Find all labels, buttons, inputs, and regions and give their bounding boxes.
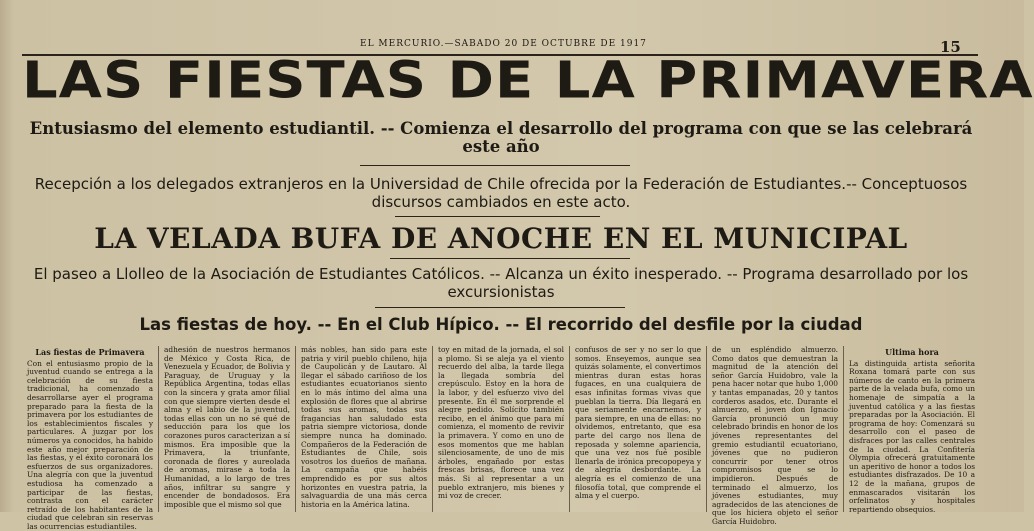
subhead-third: El paseo a Llolleo de la Asociación de Estudiantes Católicos. -- Alcanza un éxito inesperado. -- Programa desarrollado por los excursionistas — [33, 265, 969, 301]
subhead-second: Recepción a los delegados extranjeros en la Universidad de Chile ofrecida por la Federación de Estudiantes.-- Conceptuosos discursos cambiados en este acto. — [34, 175, 968, 211]
article-column-4 — [433, 346, 570, 512]
article-columns — [22, 345, 980, 531]
column-text: confusos de ser y no ser lo que somos. Enseyemos, aunque sea quizás solamente, el convertimos mientras duran estas horas fugaces, en una cualquiera de esas infinitas formas vivas que pueblan la tierra. Día llegará en que seriamente encarnemos, y para siempre, en una de ellas: no olvidemos, entretanto, que esa parte del cargo nos llena de reposada y solemne apariencia, que una vez nos fué posible llenarla de irónica precopopeya y de alegría desbordante. La alegría es el comienzo de una filosofía total, que comprende el alma y el cuerpo. — [575, 345, 701, 501]
page-number: 15 — [940, 38, 961, 56]
masthead-line: EL MERCURIO.—SABADO 20 DE OCTUBRE DE 1917 — [360, 39, 647, 49]
divider-1 — [360, 165, 630, 166]
column-text: más nobles, han sido para este patria y viril pueblo chileno, hija de Caupolicán y de Lautaro. Al llegar el sábado cariñoso de los estudiantes ecuatorianos siento en lo más íntimo del alma una explosión de flores que al abrirse todas sus aromas, todas sus fragancias han saludado esta patria siempre victoriosa, donde siempre nunca ha dominado. Compañeros de la Federación de Estudiantes de Chile, sois vosotros los dueños de mañana. La campaña que habéis emprendido es por sus altos horizontes en vuestra patria, la salvaguardia de una más cerca historia en la América latina. — [301, 345, 427, 509]
column-text: de un espléndido almuerzo. Como datos que demuestran la magnitud de la atención del señor García Huidobro, vale la pena hacer notar que hubo 1,000 y tantas empanadas, 20 y tantos corderos asados, etc. Durante el almuerzo, el joven don Ignacio García pronunció un muy celebrado brindis en honor de los jóvenes representantes del gremio estudiantil ecuatoriano, jóvenes que no pudieron concurrir por tener otros compromisos que se lo impidieron. Después de terminado el almuerzo, los jóvenes estudiantes, muy agradecidos de las atenciones de que los hiciera objeto el señor García Huidobro. — [712, 345, 838, 526]
column-text: adhesión de nuestros hermanos de México y Costa Rica, de Venezuela y Ecuador, de Bolivia y Paraguay, de Uruguay y la República Argentina, todas ellas con la sincera y grata amor filial con que siempre vierten desde el alma y el labio de la juventud, todas ellas con un no sé qué de seducción para los que los corazones puros caracterizan a sí mismos. Era imposible que la Primavera, la triunfante, coronada de flores y aureolada de aromas, mirase a toda la Humanidad, a lo largo de tres años, infiltrar su sangre y encender de bondadosos. Era imposible que el mismo sol que — [164, 345, 290, 509]
column-text: Con el entusiasmo propio de la juventud cuando se entrega a la celebración de su fiesta tradicional, ha comenzado a desarrollarse ayer el programa preparado para la fiesta de la primavera por los estudiantes de los establecimientos fiscales y particulares. A juzgar por los números ya conocidos, ha habido este año mejor preparación de las fiestas, y el éxito coronará los esfuerzos de sus organizadores. Una alegría con que la juventud estudiosa ha comenzado a participar de las fiestas, contrasta con el carácter retraído de los habitantes de la ciudad que celebran sin reservas las ocurrencias estudiantiles. — [27, 358, 153, 531]
article-column-1 — [22, 346, 159, 531]
article-column-3 — [296, 346, 433, 512]
column-title: Las fiestas de Primavera — [35, 347, 145, 357]
main-headline: LAS FIESTAS DE LA PRIMAVERA — [22, 51, 1034, 110]
secondary-headline: LA VELADA BUFA DE ANOCHE EN EL MUNICIPAL — [94, 222, 908, 255]
divider-4 — [375, 307, 625, 308]
divider-3 — [390, 258, 630, 259]
subhead-fourth: Las fiestas de hoy. -- En el Club Hípico. -- El recorrido del desfile por la ciudad — [139, 315, 863, 334]
article-column-2 — [159, 346, 296, 512]
column-text: La distinguida artista señorita Roxana tomará parte con sus números de canto en la primera parte de la velada bufa, como un homenaje de simpatía a la juventud católica y a las fiestas preparadas por la Asociación. El programa de hoy: Comenzará su desarrollo con el paseo de disfraces por las calles centrales de la ciudad. La Confitería Olympia ofrecerá gratuitamente un aperitivo de honor a todos los estudiantes disfrazados. De 10 a 12 de la mañana, grupos de enmascarados visitarán los orfelinatos y hospitales repartiendo obsequios. — [849, 358, 975, 514]
article-column-7 — [844, 346, 980, 512]
article-column-6 — [707, 345, 844, 526]
column-text: toy en mitad de la jornada, el sol a plomo. Si se aleja ya el viento recuerdo del alba, la tarde llega la llegada sombría del crepúsculo. Estoy en la hora de la labor, y del esfuerzo vivo del presente. En él me sorprende el alegre pedido. Solícito también recibo, en el ánimo que para mí comienza, el momento de revivir la primavera. Y como en uno de esos momentos que me hablan silenciosamente, de uno de mis árboles, engañado por estas frescas brisas, florece una vez más. Si al representar a un pueblo extranjero, mis bienes y mi voz de crecer. — [438, 345, 564, 501]
column-title: Ultima hora — [885, 347, 939, 357]
divider-2 — [395, 216, 600, 217]
subhead-first: Entusiasmo del elemento estudiantil. -- Comienza el desarrollo del programa con que se las celebrará este año — [29, 119, 973, 156]
article-column-5 — [570, 346, 707, 512]
